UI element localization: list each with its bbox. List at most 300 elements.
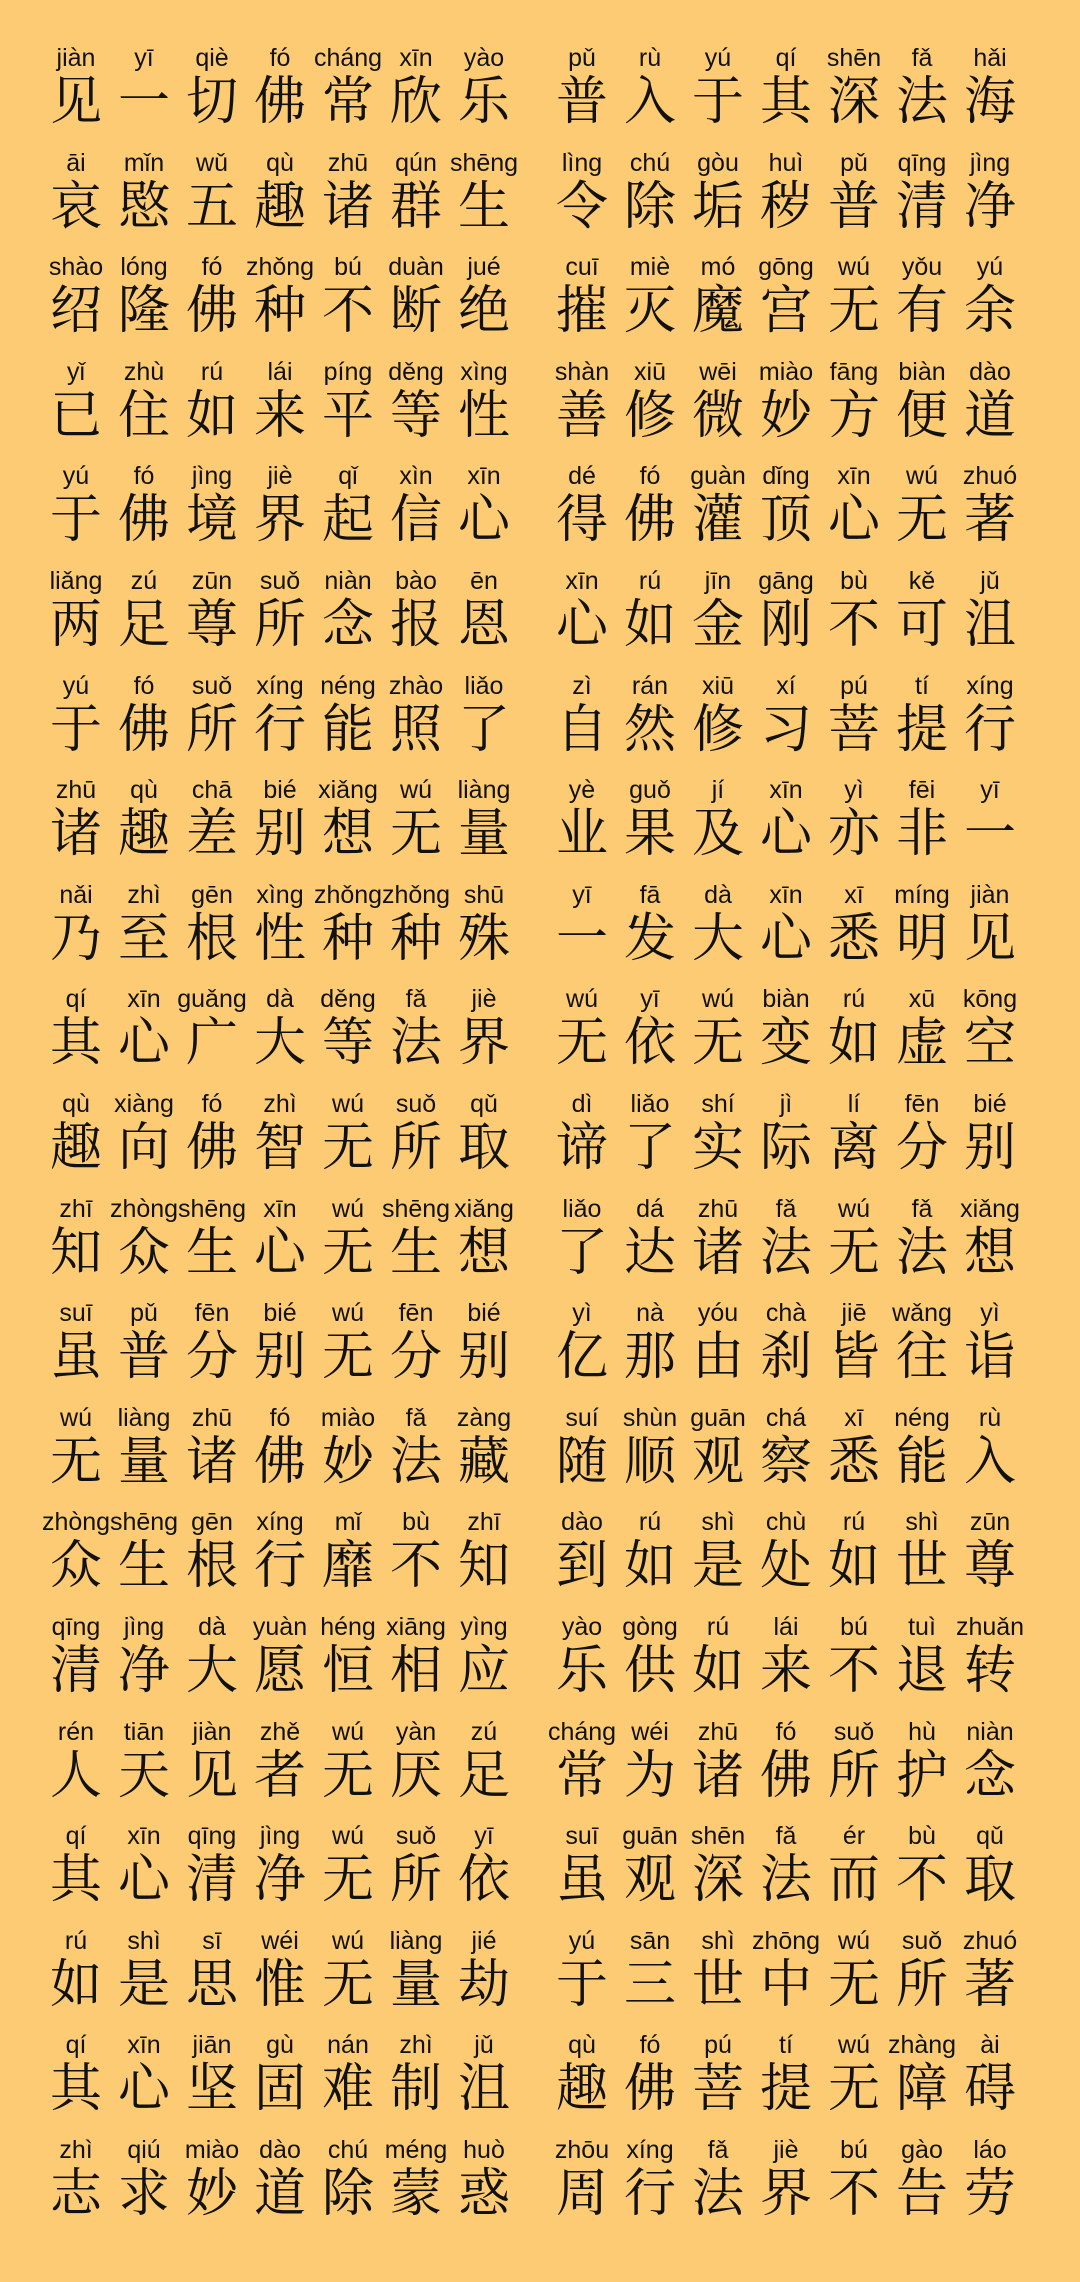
syllable bbox=[616, 1299, 684, 1404]
syllable bbox=[888, 567, 956, 672]
hanzi-char: 善 bbox=[555, 385, 608, 446]
pinyin-text: yú bbox=[568, 1926, 596, 1955]
syllable bbox=[314, 462, 382, 567]
syllable bbox=[820, 1090, 888, 1195]
hanzi-char: 信 bbox=[389, 490, 442, 551]
syllable bbox=[684, 881, 752, 986]
syllable bbox=[684, 149, 752, 254]
pinyin-text: zhòng bbox=[41, 1508, 111, 1537]
hanzi-char: 无 bbox=[827, 281, 880, 342]
hanzi-char: 心 bbox=[457, 490, 510, 551]
hanzi-char: 分 bbox=[389, 1327, 442, 1388]
pinyin-text: zhī bbox=[59, 1194, 93, 1223]
pinyin-text: gōng bbox=[758, 253, 814, 282]
pinyin-text: qīng bbox=[897, 148, 947, 177]
hanzi-char: 相 bbox=[389, 1640, 442, 1701]
syllable bbox=[888, 985, 956, 1090]
pinyin-text: wú bbox=[332, 1717, 364, 1746]
pinyin-text: yú bbox=[704, 44, 732, 72]
syllable bbox=[246, 1822, 314, 1927]
pinyin-text: gāng bbox=[758, 566, 814, 595]
syllable bbox=[548, 1822, 616, 1927]
hanzi-char: 天 bbox=[117, 1745, 170, 1806]
pinyin-text: mǐn bbox=[123, 148, 165, 177]
syllable bbox=[246, 1195, 314, 1300]
syllable bbox=[684, 672, 752, 777]
pinyin-text: qiè bbox=[195, 44, 229, 72]
hanzi-char: 断 bbox=[389, 281, 442, 342]
pinyin-text: xī bbox=[844, 1403, 864, 1432]
verse-row bbox=[42, 1404, 1024, 1509]
pinyin-text: pǔ bbox=[568, 44, 596, 72]
hanzi-char: 普 bbox=[555, 72, 608, 132]
syllable bbox=[450, 253, 518, 358]
pinyin-text: shēng bbox=[381, 1194, 451, 1223]
hanzi-char: 殊 bbox=[457, 908, 510, 969]
pinyin-text: zhū bbox=[697, 1717, 739, 1746]
syllable bbox=[888, 1195, 956, 1300]
hanzi-char: 转 bbox=[963, 1640, 1016, 1701]
pinyin-text: dǐng bbox=[762, 462, 810, 491]
syllable bbox=[110, 2031, 178, 2136]
pinyin-text: dà bbox=[198, 1612, 226, 1641]
hanzi-char: 群 bbox=[389, 176, 442, 237]
hanzi-char: 一 bbox=[555, 908, 608, 969]
syllable bbox=[450, 1613, 518, 1718]
syllable bbox=[820, 149, 888, 254]
pinyin-text: zhì bbox=[399, 2031, 433, 2060]
syllable bbox=[178, 567, 246, 672]
hanzi-char: 不 bbox=[827, 1640, 880, 1701]
pinyin-text: dào bbox=[969, 357, 1011, 386]
pinyin-text: xīn bbox=[127, 985, 161, 1014]
pinyin-text: bù bbox=[908, 1822, 936, 1851]
pinyin-text: yī bbox=[474, 1822, 494, 1851]
pinyin-text: suǒ bbox=[191, 671, 233, 700]
hanzi-char: 自 bbox=[555, 699, 608, 760]
hanzi-char: 行 bbox=[963, 699, 1016, 760]
syllable bbox=[314, 672, 382, 777]
syllable bbox=[382, 1404, 450, 1509]
pinyin-text: jié bbox=[471, 1926, 497, 1955]
syllable bbox=[178, 1822, 246, 1927]
syllable bbox=[110, 253, 178, 358]
pinyin-text: chá bbox=[765, 1403, 807, 1432]
syllable bbox=[684, 1195, 752, 1300]
verse-line-left bbox=[42, 2136, 518, 2241]
syllable bbox=[314, 985, 382, 1090]
pinyin-text: děng bbox=[388, 357, 444, 386]
pinyin-text: suǒ bbox=[833, 1717, 875, 1746]
syllable bbox=[42, 2136, 110, 2241]
syllable bbox=[616, 149, 684, 254]
hanzi-char: 至 bbox=[117, 908, 170, 969]
hanzi-char: 知 bbox=[457, 1536, 510, 1597]
verse-line-right bbox=[548, 1090, 1024, 1195]
hanzi-char: 种 bbox=[253, 281, 306, 342]
syllable bbox=[548, 1718, 616, 1823]
syllable bbox=[616, 1090, 684, 1195]
pinyin-text: jiàn bbox=[192, 1717, 232, 1746]
syllable bbox=[548, 2031, 616, 2136]
hanzi-char: 别 bbox=[253, 804, 306, 865]
hanzi-char: 所 bbox=[389, 1850, 442, 1911]
syllable bbox=[820, 1613, 888, 1718]
pinyin-text: suǒ bbox=[259, 566, 301, 595]
pinyin-text: zú bbox=[130, 566, 158, 595]
verse-line-left bbox=[42, 253, 518, 358]
pinyin-text: zhàng bbox=[887, 2031, 957, 2060]
pinyin-text: liǎo bbox=[464, 671, 504, 700]
hanzi-char: 无 bbox=[321, 1117, 374, 1178]
syllable bbox=[42, 149, 110, 254]
hanzi-char: 志 bbox=[49, 2163, 102, 2224]
hanzi-char: 根 bbox=[185, 908, 238, 969]
pinyin-text: wú bbox=[838, 1194, 870, 1223]
pinyin-text: xīn bbox=[263, 1194, 297, 1223]
pinyin-text: lóng bbox=[120, 253, 168, 282]
pinyin-text: wú bbox=[838, 2031, 870, 2060]
hanzi-char: 见 bbox=[185, 1745, 238, 1806]
pinyin-text: fó bbox=[201, 1089, 223, 1118]
syllable bbox=[178, 358, 246, 463]
hanzi-char: 刹 bbox=[759, 1327, 812, 1388]
syllable bbox=[178, 2136, 246, 2241]
pinyin-text: xīn bbox=[769, 880, 803, 909]
pinyin-text: zhě bbox=[259, 1717, 301, 1746]
hanzi-char: 妙 bbox=[321, 1431, 374, 1492]
hanzi-char: 切 bbox=[185, 72, 238, 132]
pinyin-text: fó bbox=[639, 2031, 661, 2060]
pinyin-text: huò bbox=[463, 2135, 505, 2164]
pinyin-text: hù bbox=[908, 1717, 936, 1746]
syllable bbox=[888, 1299, 956, 1404]
syllable bbox=[548, 1927, 616, 2032]
syllable bbox=[616, 1508, 684, 1613]
hanzi-char: 入 bbox=[623, 72, 676, 132]
pinyin-text: lái bbox=[267, 357, 293, 386]
syllable bbox=[314, 1299, 382, 1404]
syllable bbox=[42, 1299, 110, 1404]
pinyin-text: zhuǎn bbox=[955, 1612, 1025, 1641]
hanzi-char: 性 bbox=[253, 908, 306, 969]
syllable bbox=[314, 1613, 382, 1718]
syllable bbox=[246, 1404, 314, 1509]
hanzi-char: 等 bbox=[321, 1013, 374, 1074]
syllable bbox=[450, 358, 518, 463]
pinyin-text: qīng bbox=[51, 1612, 101, 1641]
pinyin-text: zhì bbox=[127, 880, 161, 909]
pinyin-text: fāng bbox=[829, 357, 879, 386]
verse-row bbox=[42, 1090, 1024, 1195]
syllable bbox=[752, 44, 820, 149]
pinyin-text: shào bbox=[48, 253, 104, 282]
syllable bbox=[548, 44, 616, 149]
hanzi-char: 生 bbox=[117, 1536, 170, 1597]
verse-row bbox=[42, 1822, 1024, 1927]
syllable bbox=[548, 1299, 616, 1404]
pinyin-text: rú bbox=[842, 985, 866, 1014]
syllable bbox=[956, 2136, 1024, 2241]
hanzi-char: 厌 bbox=[389, 1745, 442, 1806]
syllable bbox=[616, 672, 684, 777]
hanzi-char: 性 bbox=[457, 385, 510, 446]
hanzi-char: 其 bbox=[49, 1013, 102, 1074]
pinyin-text: nà bbox=[636, 1299, 664, 1328]
pinyin-text: xiū bbox=[634, 357, 666, 386]
hanzi-char: 清 bbox=[895, 176, 948, 237]
hanzi-char: 心 bbox=[117, 1850, 170, 1911]
pinyin-text: liǎo bbox=[630, 1089, 670, 1118]
syllable bbox=[450, 672, 518, 777]
verse-line-right bbox=[548, 358, 1024, 463]
syllable bbox=[42, 985, 110, 1090]
pinyin-text: xìng bbox=[256, 880, 304, 909]
hanzi-char: 依 bbox=[457, 1850, 510, 1911]
pinyin-text: yú bbox=[62, 671, 90, 700]
hanzi-char: 住 bbox=[117, 385, 170, 446]
syllable bbox=[616, 567, 684, 672]
syllable bbox=[888, 1090, 956, 1195]
syllable bbox=[820, 1195, 888, 1300]
hanzi-char: 谛 bbox=[555, 1117, 608, 1178]
hanzi-char: 到 bbox=[555, 1536, 608, 1597]
pinyin-text: qǔ bbox=[470, 1089, 498, 1118]
syllable bbox=[246, 462, 314, 567]
syllable bbox=[820, 985, 888, 1090]
syllable bbox=[820, 253, 888, 358]
pinyin-text: wú bbox=[906, 462, 938, 491]
pinyin-text: rú bbox=[842, 1508, 866, 1537]
pinyin-text: wú bbox=[332, 1194, 364, 1223]
hanzi-char: 知 bbox=[49, 1222, 102, 1283]
pinyin-text: pú bbox=[704, 2031, 732, 2060]
pinyin-text: xíng bbox=[966, 671, 1014, 700]
hanzi-char: 实 bbox=[691, 1117, 744, 1178]
hanzi-char: 能 bbox=[321, 699, 374, 760]
syllable bbox=[246, 776, 314, 881]
pinyin-text: bié bbox=[263, 776, 297, 805]
hanzi-char: 是 bbox=[691, 1536, 744, 1597]
pinyin-text: wú bbox=[332, 1926, 364, 1955]
hanzi-char: 道 bbox=[253, 2163, 306, 2224]
hanzi-char: 心 bbox=[759, 908, 812, 969]
syllable bbox=[888, 776, 956, 881]
pinyin-text: ēn bbox=[470, 566, 498, 595]
syllable bbox=[382, 462, 450, 567]
pinyin-text: tí bbox=[915, 671, 929, 700]
pinyin-text: qí bbox=[65, 1822, 87, 1851]
hanzi-char: 法 bbox=[389, 1431, 442, 1492]
pinyin-text: wú bbox=[838, 253, 870, 282]
verse-row bbox=[42, 2031, 1024, 2136]
syllable bbox=[382, 672, 450, 777]
syllable bbox=[548, 1404, 616, 1509]
verse-line-left bbox=[42, 1195, 518, 1300]
pinyin-text: zú bbox=[470, 1717, 498, 1746]
hanzi-char: 向 bbox=[117, 1117, 170, 1178]
syllable bbox=[382, 1613, 450, 1718]
syllable bbox=[820, 1299, 888, 1404]
pinyin-text: yǒu bbox=[901, 253, 943, 282]
pinyin-text: jìng bbox=[191, 462, 233, 491]
syllable bbox=[548, 358, 616, 463]
verse-line-left bbox=[42, 44, 518, 149]
hanzi-char: 灭 bbox=[623, 281, 676, 342]
syllable bbox=[820, 44, 888, 149]
syllable bbox=[178, 1299, 246, 1404]
syllable bbox=[548, 985, 616, 1090]
pinyin-text: néng bbox=[894, 1403, 950, 1432]
pinyin-text: kōng bbox=[962, 985, 1018, 1014]
syllable bbox=[752, 567, 820, 672]
syllable bbox=[752, 776, 820, 881]
syllable bbox=[314, 358, 382, 463]
hanzi-char: 非 bbox=[895, 804, 948, 865]
pinyin-text: jué bbox=[467, 253, 501, 282]
verse-row bbox=[42, 1613, 1024, 1718]
hanzi-char: 恩 bbox=[457, 594, 510, 655]
pinyin-text: qiú bbox=[127, 2135, 161, 2164]
pinyin-text: liǎng bbox=[49, 566, 103, 595]
pinyin-text: bú bbox=[840, 1612, 868, 1641]
hanzi-char: 察 bbox=[759, 1431, 812, 1492]
hanzi-char: 想 bbox=[963, 1222, 1016, 1283]
syllable bbox=[752, 672, 820, 777]
hanzi-char: 乃 bbox=[49, 908, 102, 969]
hanzi-char: 深 bbox=[827, 72, 880, 132]
syllable bbox=[956, 776, 1024, 881]
hanzi-char: 变 bbox=[759, 1013, 812, 1074]
pinyin-text: gēn bbox=[191, 1508, 233, 1537]
syllable bbox=[178, 253, 246, 358]
pinyin-text: fǎ bbox=[911, 1194, 933, 1223]
syllable bbox=[178, 881, 246, 986]
pinyin-text: liàng bbox=[117, 1403, 171, 1432]
hanzi-char: 界 bbox=[457, 1013, 510, 1074]
hanzi-char: 趣 bbox=[49, 1117, 102, 1178]
syllable bbox=[684, 358, 752, 463]
syllable bbox=[548, 1508, 616, 1613]
syllable bbox=[314, 1195, 382, 1300]
syllable bbox=[616, 985, 684, 1090]
pinyin-text: yī bbox=[640, 985, 660, 1014]
syllable bbox=[314, 881, 382, 986]
hanzi-char: 有 bbox=[895, 281, 948, 342]
syllable bbox=[548, 567, 616, 672]
syllable bbox=[752, 462, 820, 567]
hanzi-char: 所 bbox=[895, 1954, 948, 2015]
pinyin-text: zhǒng bbox=[381, 880, 451, 909]
syllable bbox=[956, 881, 1024, 986]
pinyin-text: qí bbox=[65, 2031, 87, 2060]
pinyin-text: zhòng bbox=[109, 1194, 179, 1223]
hanzi-char: 及 bbox=[691, 804, 744, 865]
hanzi-char: 大 bbox=[185, 1640, 238, 1701]
syllable bbox=[382, 2031, 450, 2136]
pinyin-text: ài bbox=[980, 2031, 1000, 2060]
syllable bbox=[888, 1404, 956, 1509]
hanzi-char: 佛 bbox=[117, 490, 170, 551]
hanzi-char: 法 bbox=[691, 2163, 744, 2224]
hanzi-char: 了 bbox=[555, 1222, 608, 1283]
pinyin-text: jìng bbox=[969, 148, 1011, 177]
pinyin-text: chù bbox=[765, 1508, 807, 1537]
syllable bbox=[684, 1404, 752, 1509]
pinyin-text: xiǎng bbox=[454, 1194, 514, 1223]
hanzi-char: 其 bbox=[49, 2059, 102, 2120]
pinyin-text: yàn bbox=[395, 1717, 437, 1746]
hanzi-char: 然 bbox=[623, 699, 676, 760]
pinyin-text: yóu bbox=[697, 1299, 739, 1328]
syllable bbox=[450, 44, 518, 149]
syllable bbox=[110, 1718, 178, 1823]
syllable bbox=[548, 776, 616, 881]
hanzi-char: 皆 bbox=[827, 1327, 880, 1388]
hanzi-char: 所 bbox=[185, 699, 238, 760]
hanzi-char: 大 bbox=[253, 1013, 306, 1074]
hanzi-char: 惑 bbox=[457, 2163, 510, 2224]
verse-line-right bbox=[548, 776, 1024, 881]
pinyin-text: chà bbox=[765, 1299, 807, 1328]
syllable bbox=[752, 2031, 820, 2136]
hanzi-char: 平 bbox=[321, 385, 374, 446]
pinyin-text: zhào bbox=[388, 671, 444, 700]
syllable bbox=[110, 776, 178, 881]
hanzi-char: 如 bbox=[827, 1536, 880, 1597]
hanzi-char: 根 bbox=[185, 1536, 238, 1597]
syllable bbox=[548, 1090, 616, 1195]
pinyin-text: rú bbox=[706, 1612, 730, 1641]
syllable bbox=[382, 567, 450, 672]
syllable bbox=[42, 2031, 110, 2136]
pinyin-text: wéi bbox=[631, 1717, 669, 1746]
syllable bbox=[110, 44, 178, 149]
syllable bbox=[110, 672, 178, 777]
syllable bbox=[246, 1090, 314, 1195]
pinyin-text: guǎng bbox=[177, 985, 247, 1014]
syllable bbox=[42, 1090, 110, 1195]
verse-row bbox=[42, 44, 1024, 149]
syllable bbox=[752, 1090, 820, 1195]
pinyin-text: bù bbox=[840, 566, 868, 595]
pinyin-text: suí bbox=[565, 1403, 599, 1432]
pinyin-text: fó bbox=[775, 1717, 797, 1746]
pinyin-text: rán bbox=[631, 671, 669, 700]
verse-line-left bbox=[42, 2031, 518, 2136]
pinyin-text: shùn bbox=[622, 1403, 678, 1432]
syllable bbox=[42, 1195, 110, 1300]
syllable bbox=[888, 149, 956, 254]
syllable bbox=[956, 1090, 1024, 1195]
hanzi-char: 于 bbox=[49, 699, 102, 760]
pinyin-text: xiū bbox=[702, 671, 734, 700]
hanzi-char: 三 bbox=[623, 1954, 676, 2015]
syllable bbox=[616, 1613, 684, 1718]
syllable bbox=[246, 149, 314, 254]
pinyin-text: xīn bbox=[565, 566, 599, 595]
pinyin-text: gòng bbox=[622, 1612, 678, 1641]
syllable bbox=[616, 462, 684, 567]
hanzi-char: 两 bbox=[49, 594, 102, 655]
hanzi-char: 行 bbox=[253, 1536, 306, 1597]
hanzi-char: 告 bbox=[895, 2163, 948, 2224]
pinyin-text: zì bbox=[572, 671, 592, 700]
syllable bbox=[956, 44, 1024, 149]
verse-row bbox=[42, 2136, 1024, 2241]
pinyin-text: guān bbox=[622, 1822, 678, 1851]
syllable bbox=[616, 1927, 684, 2032]
